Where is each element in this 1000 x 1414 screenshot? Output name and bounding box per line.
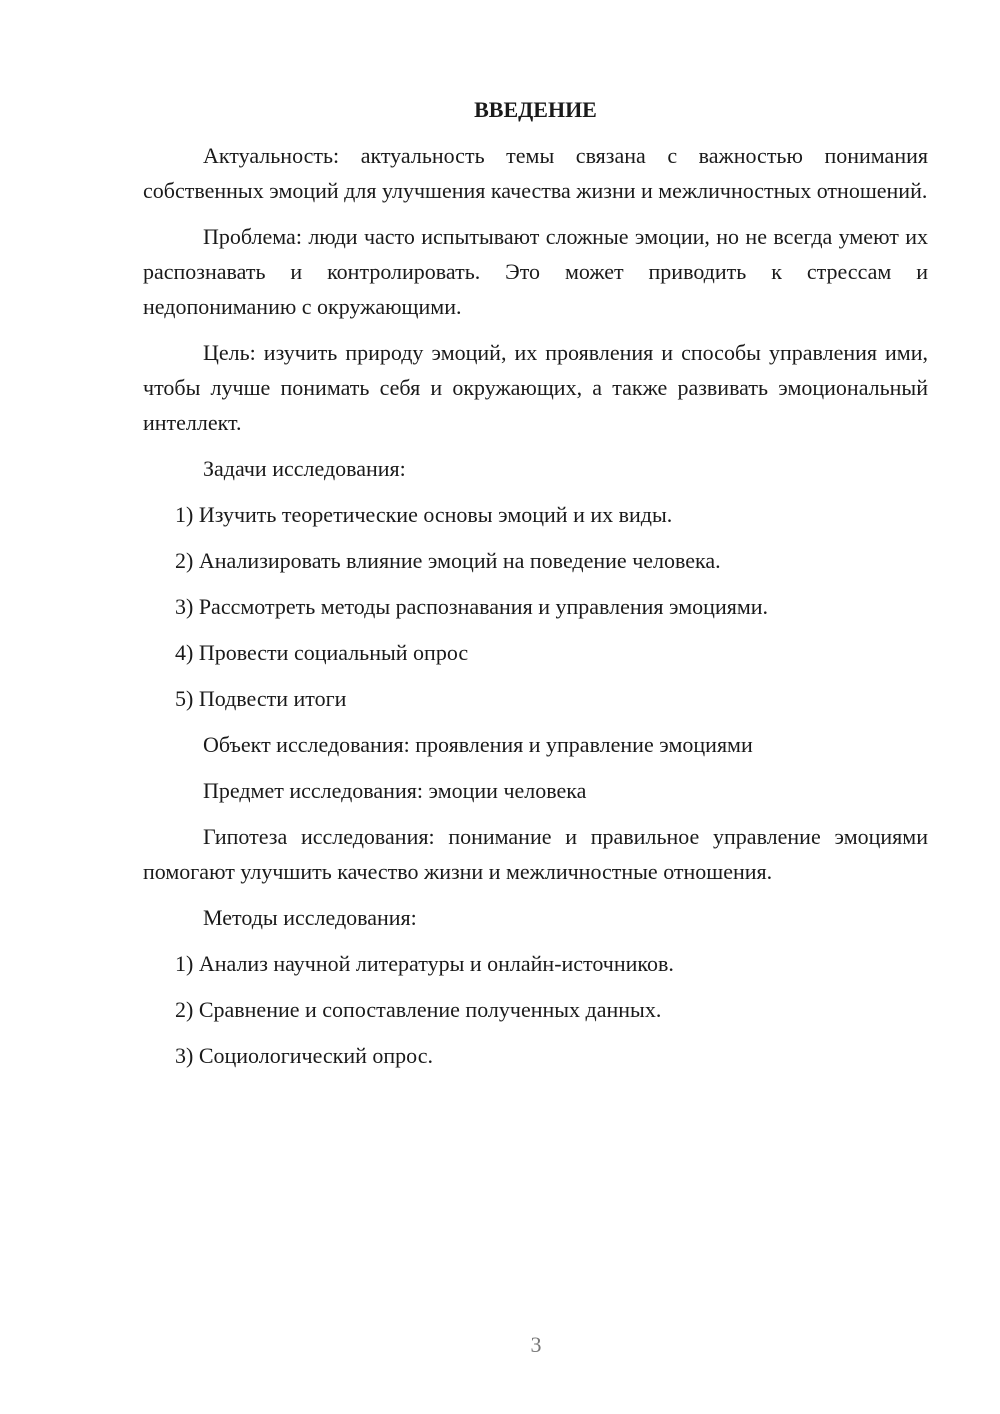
method-item: 1) Анализ научной литературы и онлайн-источников. bbox=[175, 951, 674, 976]
page-number: 3 bbox=[530, 1332, 542, 1357]
method-item: 3) Социологический опрос. bbox=[175, 1043, 433, 1068]
method-item: 2) Сравнение и сопоставление полученных данных. bbox=[175, 997, 662, 1022]
task-item: 5) Подвести итоги bbox=[175, 686, 347, 711]
section-title: ВВЕДЕНИЕ bbox=[474, 97, 597, 122]
object-line: Объект исследования: проявления и управление эмоциями bbox=[203, 732, 753, 757]
problem-paragraph: Проблема: люди часто испытывают сложные эмоции, но не всегда умеют их распознавать и контролировать. Это может приводить к стрессам и недопониманию с окружающими. bbox=[143, 224, 928, 319]
task-item: 2) Анализировать влияние эмоций на поведение человека. bbox=[175, 548, 721, 573]
subject-line: Предмет исследования: эмоции человека bbox=[203, 778, 587, 803]
relevance-paragraph: Актуальность: актуальность темы связана с важностью понимания собственных эмоций для улучшения качества жизни и межличностных отношений. bbox=[143, 143, 928, 203]
tasks-heading: Задачи исследования: bbox=[203, 456, 406, 481]
task-item: 3) Рассмотреть методы распознавания и управления эмоциями. bbox=[175, 594, 769, 619]
goal-paragraph: Цель: изучить природу эмоций, их проявления и способы управления ими, чтобы лучше понимать себя и окружающих, а также развивать эмоциональный интеллект. bbox=[143, 340, 928, 435]
hypothesis-paragraph: Гипотеза исследования: понимание и правильное управление эмоциями помогают улучшить качество жизни и межличностные отношения. bbox=[143, 824, 928, 884]
task-item: 1) Изучить теоретические основы эмоций и их виды. bbox=[175, 502, 673, 527]
task-item: 4) Провести социальный опрос bbox=[175, 640, 469, 665]
methods-heading: Методы исследования: bbox=[203, 905, 417, 930]
page-content bbox=[143, 92, 928, 1084]
